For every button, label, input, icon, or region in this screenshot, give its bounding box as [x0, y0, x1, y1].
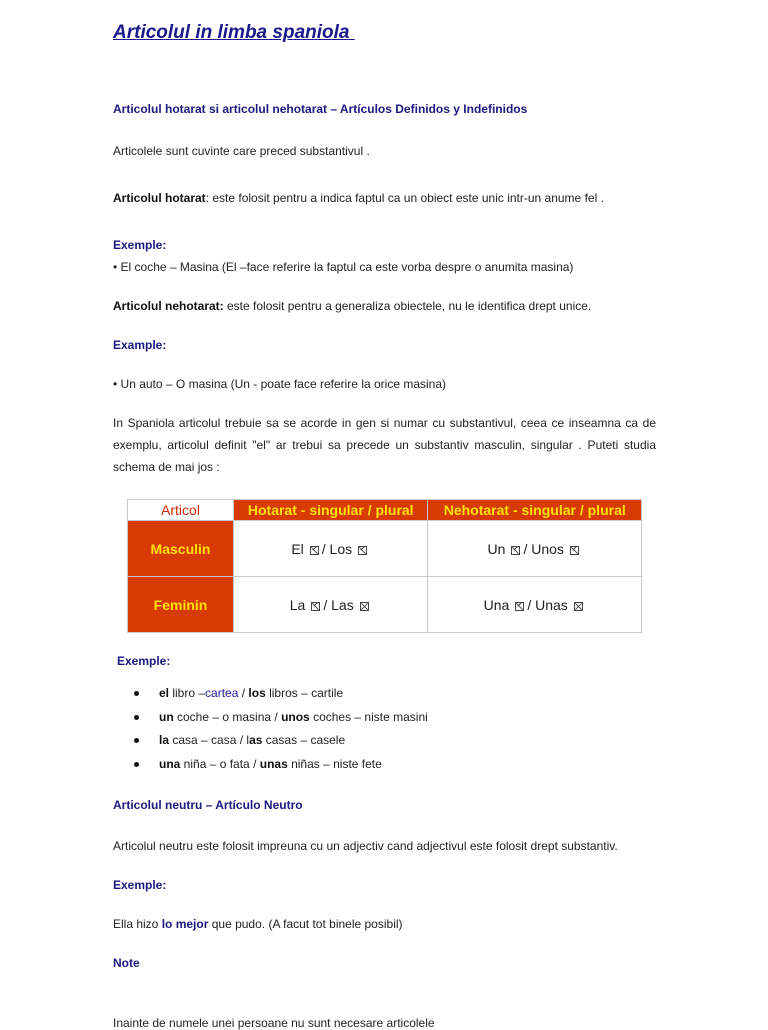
item-text: libros – cartile: [265, 686, 344, 700]
example-label-2: Example:: [113, 338, 167, 352]
cell-text: La: [289, 596, 306, 613]
article-table: [127, 499, 642, 633]
table-header-row: [128, 500, 642, 521]
cartea-link[interactable]: cartea: [205, 686, 239, 700]
article-bold: unos: [281, 709, 310, 724]
item-text: /: [238, 686, 249, 700]
list-item: [159, 733, 428, 757]
examples-list: [113, 686, 428, 780]
cell-text: Un: [487, 540, 506, 557]
article-bold: unas: [259, 756, 288, 771]
cell-text: / Unas: [527, 596, 568, 613]
item-text: coche – o masina /: [173, 709, 282, 724]
list-item: [159, 710, 428, 734]
agreement-paragraph: In Spaniola articolul trebuie sa se acorde in gen si numar cu substantivul, ceea ce inseamna ca de exemplu, articolul definit "el" ar trebui sa precede un substantiv masculin, singular . Puteti studia schema de mai jos :: [113, 416, 656, 474]
table-row: [128, 577, 642, 633]
article-bold: as: [249, 733, 263, 747]
broken-image-icon: [515, 602, 524, 611]
exemple-label-1: Exemple:: [113, 238, 167, 252]
item-text: coches – niste masini: [309, 709, 428, 724]
broken-image-icon: [310, 546, 319, 555]
indefinite-article-term: Articolul nehotarat:: [113, 299, 224, 313]
cell-masculin-indefinite: [428, 521, 642, 577]
exemple-line-1: • El coche – Masina (El –face referire la faptul ca este vorba despre o anumita masina): [113, 260, 574, 274]
cell-feminin-indefinite: [428, 577, 642, 633]
cell-text: / Unos: [523, 540, 564, 557]
example-line-2: • Un auto – O masina (Un - poate face referire la orice masina): [113, 377, 447, 391]
list-item: [159, 757, 428, 781]
item-text: casas – casele: [262, 733, 346, 747]
broken-image-icon: [358, 546, 367, 555]
page-title: Articolul in limba spaniola: [113, 22, 355, 43]
article-bold: un: [159, 709, 174, 724]
section-heading-neutro: Articolul neutru – Artículo Neutro: [113, 798, 303, 812]
list-item: [159, 686, 428, 710]
broken-image-icon: [570, 546, 579, 555]
broken-image-icon: [311, 602, 320, 611]
exemple-label-3: Exemple:: [117, 654, 171, 668]
ella-pre: Ella hizo: [113, 917, 162, 931]
section-heading-definidos: Articolul hotarat si articolul nehotarat – Artículos Definidos y Indefinidos: [113, 102, 528, 116]
cell-text: / Las: [323, 596, 354, 613]
cell-feminin-definite: [234, 577, 428, 633]
table-header-articol: Articol: [128, 500, 234, 521]
ella-example: [113, 917, 403, 931]
definite-article-definition: [113, 191, 604, 205]
row-label-masculin: Masculin: [128, 521, 234, 577]
definite-article-term: Articolul hotarat: [113, 191, 206, 205]
broken-image-icon: [574, 602, 583, 611]
cut-off-text: Inainte de numele unei persoane nu sunt necesare articolele: [113, 1016, 435, 1030]
ella-post: que pudo. (A facut tot binele posibil): [208, 917, 403, 931]
item-text: casa – casa / l: [169, 733, 250, 747]
article-bold: la: [159, 733, 170, 747]
cell-text: El: [291, 540, 304, 557]
article-bold: una: [159, 756, 181, 771]
intro-text: Articolele sunt cuvinte care preced substantivul .: [113, 144, 370, 158]
table-row: [128, 521, 642, 577]
table-header-nehotarat: Nehotarat - singular / plural: [428, 500, 642, 521]
article-bold: los: [248, 686, 266, 700]
row-label-feminin: Feminin: [128, 577, 234, 633]
table-header-hotarat: Hotarat - singular / plural: [234, 500, 428, 521]
neutral-article-text: Articolul neutru este folosit impreuna cu un adjectiv cand adjectivul este folosit drept substantiv.: [113, 839, 618, 853]
definite-article-text: : este folosit pentru a indica faptul ca un obiect este unic intr-un anume fel .: [205, 191, 604, 205]
item-text: libro –: [169, 686, 206, 700]
broken-image-icon: [511, 546, 520, 555]
exemple-label-4: Exemple:: [113, 878, 167, 892]
ella-bold: lo mejor: [161, 917, 209, 931]
cell-text: / Los: [321, 540, 353, 557]
cell-text: Una: [483, 596, 510, 613]
item-text: niña – o fata /: [180, 756, 260, 771]
note-heading: Note: [113, 956, 140, 970]
item-text: niñas – niste fete: [287, 756, 382, 771]
cell-masculin-definite: [234, 521, 428, 577]
indefinite-article-definition: [113, 299, 591, 313]
article-bold: el: [159, 686, 170, 700]
broken-image-icon: [360, 602, 369, 611]
indefinite-article-text: este folosit pentru a generaliza obiectele, nu le identifica drept unice.: [223, 299, 592, 313]
